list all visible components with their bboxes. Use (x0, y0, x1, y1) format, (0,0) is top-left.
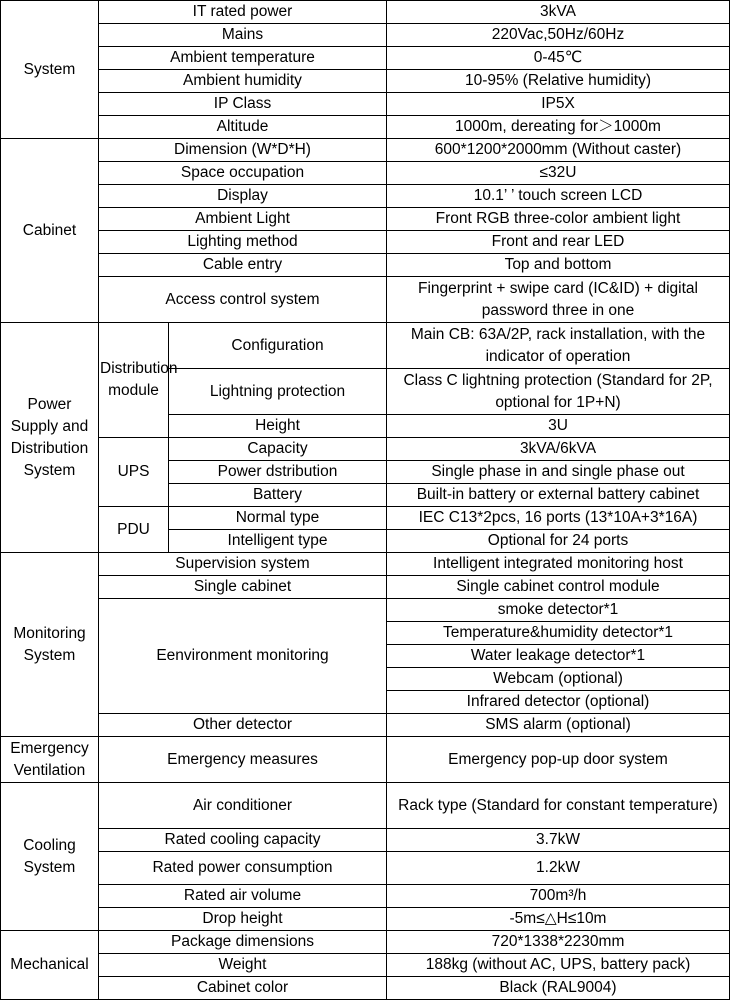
param-single-cabinet: Single cabinet (99, 576, 387, 599)
table-row (1, 24, 730, 47)
param-environment-monitoring: Eenvironment monitoring (99, 599, 387, 714)
table-row (1, 254, 730, 277)
value-altitude: 1000m, dereating for＞1000m (387, 116, 730, 139)
value-cable-entry: Top and bottom (387, 254, 730, 277)
table-row (1, 931, 730, 954)
table-row (1, 93, 730, 116)
table-row (1, 553, 730, 576)
value-single-cabinet: Single cabinet control module (387, 576, 730, 599)
value-cabinet-color: Black (RAL9004) (387, 977, 730, 1000)
param-rated-air-volume: Rated air volume (99, 885, 387, 908)
value-intelligent-type: Optional for 24 ports (387, 530, 730, 553)
value-environment-water-leakage: Water leakage detector*1 (387, 645, 730, 668)
section-label-monitoring: Monitoring System (1, 553, 99, 737)
value-lightning-protection: Class C lightning protection (Standard for 2P, optional for 1P+N) (387, 369, 730, 415)
param-dimension: Dimension (W*D*H) (99, 139, 387, 162)
param-ip-class: IP Class (99, 93, 387, 116)
value-battery: Built-in battery or external battery cabinet (387, 484, 730, 507)
value-power-distribution: Single phase in and single phase out (387, 461, 730, 484)
section-label-cooling: Cooling System (1, 783, 99, 931)
table-row (1, 277, 730, 323)
param-power-distribution: Power dstribution (169, 461, 387, 484)
value-environment-infrared: Infrared detector (optional) (387, 691, 730, 714)
param-display: Display (99, 185, 387, 208)
value-dimension: 600*1200*2000mm (Without caster) (387, 139, 730, 162)
param-rated-power-consumption: Rated power consumption (99, 852, 387, 885)
param-drop-height: Drop height (99, 908, 387, 931)
param-lighting-method: Lighting method (99, 231, 387, 254)
table-row (1, 47, 730, 70)
subgroup-label-ups: UPS (99, 438, 169, 507)
param-other-detector: Other detector (99, 714, 387, 737)
section-label-cabinet: Cabinet (1, 139, 99, 323)
table-row (1, 323, 730, 369)
param-air-conditioner: Air conditioner (99, 783, 387, 829)
param-capacity: Capacity (169, 438, 387, 461)
value-ambient-light: Front RGB three-color ambient light (387, 208, 730, 231)
value-environment-temp-humidity: Temperature&humidity detector*1 (387, 622, 730, 645)
value-package-dimensions: 720*1338*2230mm (387, 931, 730, 954)
table-row (1, 185, 730, 208)
table-row (1, 70, 730, 93)
table-row (1, 908, 730, 931)
param-package-dimensions: Package dimensions (99, 931, 387, 954)
table-row (1, 783, 730, 829)
param-supervision-system: Supervision system (99, 553, 387, 576)
value-environment-smoke: smoke detector*1 (387, 599, 730, 622)
value-emergency-measures: Emergency pop-up door system (387, 737, 730, 783)
value-ip-class: IP5X (387, 93, 730, 116)
value-rated-power-consumption: 1.2kW (387, 852, 730, 885)
table-row (1, 208, 730, 231)
param-rated-cooling-capacity: Rated cooling capacity (99, 829, 387, 852)
value-capacity: 3kVA/6kVA (387, 438, 730, 461)
value-supervision-system: Intelligent integrated monitoring host (387, 553, 730, 576)
table-row (1, 829, 730, 852)
param-it-rated-power: IT rated power (99, 1, 387, 24)
value-ambient-humidity: 10-95% (Relative humidity) (387, 70, 730, 93)
table-row (1, 714, 730, 737)
value-other-detector: SMS alarm (optional) (387, 714, 730, 737)
table-row (1, 954, 730, 977)
table-row (1, 885, 730, 908)
param-intelligent-type: Intelligent type (169, 530, 387, 553)
value-ambient-temperature: 0-45℃ (387, 47, 730, 70)
section-label-emergency: Emergency Ventilation (1, 737, 99, 783)
table-row (1, 139, 730, 162)
value-height: 3U (387, 415, 730, 438)
table-row (1, 438, 730, 461)
value-access-control: Fingerprint + swipe card (IC&ID) + digital password three in one (387, 277, 730, 323)
value-it-rated-power: 3kVA (387, 1, 730, 24)
param-altitude: Altitude (99, 116, 387, 139)
param-weight: Weight (99, 954, 387, 977)
table-row (1, 576, 730, 599)
value-mains: 220Vac,50Hz/60Hz (387, 24, 730, 47)
param-normal-type: Normal type (169, 507, 387, 530)
param-emergency-measures: Emergency measures (99, 737, 387, 783)
value-environment-webcam: Webcam (optional) (387, 668, 730, 691)
param-ambient-light: Ambient Light (99, 208, 387, 231)
table-row (1, 116, 730, 139)
section-label-system: System (1, 1, 99, 139)
param-ambient-humidity: Ambient humidity (99, 70, 387, 93)
section-label-mechanical: Mechanical (1, 931, 99, 1000)
subgroup-label-distribution: Distribution module (99, 323, 169, 438)
param-space-occupation: Space occupation (99, 162, 387, 185)
param-lightning-protection: Lightning protection (169, 369, 387, 415)
value-rated-air-volume: 700m³/h (387, 885, 730, 908)
value-air-conditioner: Rack type (Standard for constant temperature) (387, 783, 730, 829)
table-row (1, 737, 730, 783)
subgroup-label-pdu: PDU (99, 507, 169, 553)
param-mains: Mains (99, 24, 387, 47)
value-space-occupation: ≤32U (387, 162, 730, 185)
param-ambient-temperature: Ambient temperature (99, 47, 387, 70)
param-configuration: Configuration (169, 323, 387, 369)
table-row (1, 507, 730, 530)
table-row (1, 1, 730, 24)
param-access-control: Access control system (99, 277, 387, 323)
table-row (1, 852, 730, 885)
table-row (1, 977, 730, 1000)
table-row (1, 231, 730, 254)
value-display: 10.1’ ’ touch screen LCD (387, 185, 730, 208)
param-height: Height (169, 415, 387, 438)
value-rated-cooling-capacity: 3.7kW (387, 829, 730, 852)
table-row (1, 162, 730, 185)
value-configuration: Main CB: 63A/2P, rack installation, with the indicator of operation (387, 323, 730, 369)
param-cable-entry: Cable entry (99, 254, 387, 277)
param-cabinet-color: Cabinet color (99, 977, 387, 1000)
value-drop-height: -5m≤△H≤10m (387, 908, 730, 931)
value-lighting-method: Front and rear LED (387, 231, 730, 254)
table-row (1, 599, 730, 622)
section-label-power: Power Supply and Distribution System (1, 323, 99, 553)
param-battery: Battery (169, 484, 387, 507)
value-weight: 188kg (without AC, UPS, battery pack) (387, 954, 730, 977)
value-normal-type: IEC C13*2pcs, 16 ports (13*10A+3*16A) (387, 507, 730, 530)
